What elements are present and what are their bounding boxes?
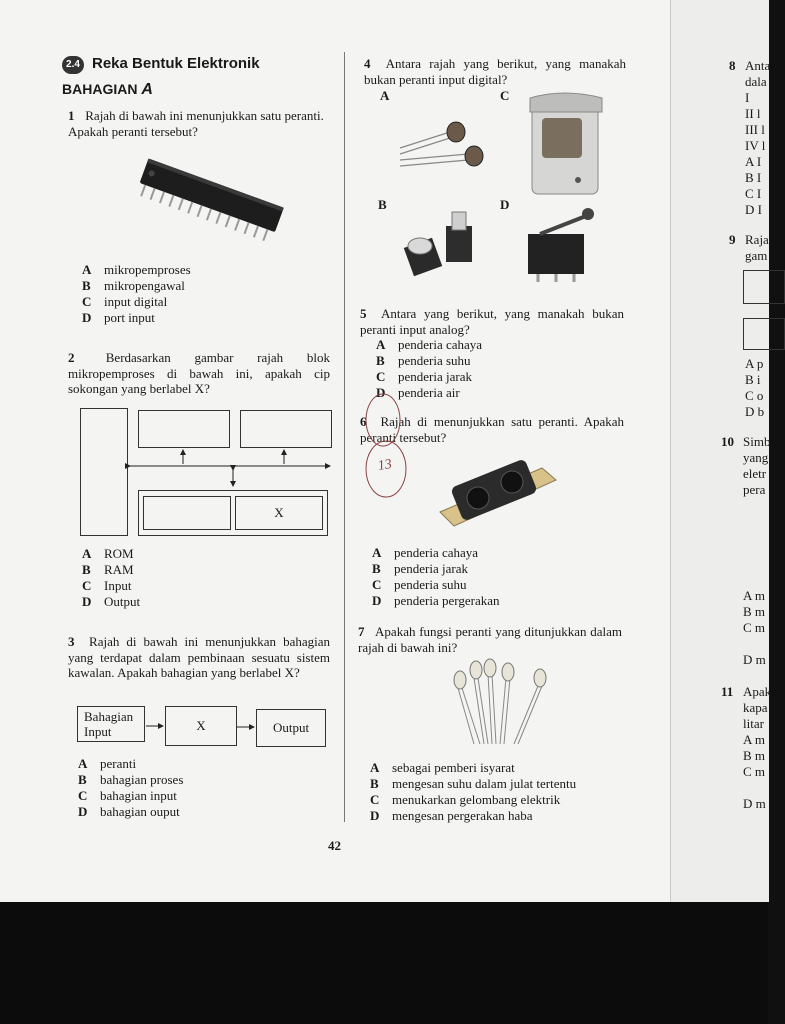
q4-label-c: C: [500, 88, 510, 103]
q1-option-b[interactable]: B mikropengawal: [82, 278, 185, 293]
q7-option-a[interactable]: A sebagai pemberi isyarat: [370, 760, 515, 775]
q4-label-d: D: [500, 197, 510, 212]
q1-option-c[interactable]: C input digital: [82, 294, 168, 309]
q2-option-d[interactable]: D Output: [82, 594, 141, 609]
q9-number: 9: [729, 232, 736, 247]
textbook-right-page: [670, 0, 772, 902]
q1-option-a[interactable]: A mikropemproses: [82, 262, 191, 277]
q9-box-2: [743, 318, 785, 350]
q7-option-c[interactable]: C menukarkan gelombang elektrik: [370, 792, 561, 807]
q11-options: A m B m C m D m: [743, 732, 766, 811]
question-2-text: Berdasarkan gambar rajah blok mikropemproses di bawah ini, apakah cip sokongan yang berlabel X?: [68, 350, 331, 396]
question-6: 6 Rajah di menunjukkan satu peranti. Apakah peranti tersebut?: [360, 414, 624, 445]
q3-option-b[interactable]: B bahagian proses: [78, 772, 184, 787]
q5-option-d[interactable]: D penderia air: [376, 385, 460, 400]
io-block-x: X: [235, 496, 323, 530]
q9-options: A p B i C o D b: [745, 356, 765, 419]
q5-option-c[interactable]: C penderia jarak: [376, 369, 472, 384]
q7-option-b[interactable]: B mengesan suhu dalam julat tertentu: [370, 776, 577, 791]
q8-fragments: Anta dala I II l III l IV l A I B I C I D I: [745, 58, 771, 217]
q6-option-c[interactable]: C penderia suhu: [372, 577, 467, 592]
question-3-text: Rajah di bawah ini menunjukkan bahagian yang terdapat dalam pembinaan sesuatu sistem kawalan. Apakah bahagian yang berlabel X?: [68, 634, 331, 680]
q3-option-a[interactable]: A peranti: [78, 756, 137, 771]
question-1-text: Rajah di bawah ini menunjukkan satu peranti. Apakah peranti tersebut?: [68, 108, 324, 139]
q9-box-1: [743, 270, 785, 304]
chapter-title: Reka Bentuk Elektronik: [92, 55, 260, 72]
q8-number: 8: [729, 58, 736, 73]
q3-option-d[interactable]: D bahagian ouput: [78, 804, 180, 819]
question-4: 4 Antara rajah yang berikut, yang manakah bukan peranti input digital?: [364, 56, 626, 87]
q6-option-d[interactable]: D penderia pergerakan: [372, 593, 500, 608]
output-block: Output: [256, 709, 326, 747]
question-6-text: Rajah di menunjukkan satu peranti. Apakah peranti tersebut?: [360, 414, 624, 445]
handwritten-score: 13: [376, 456, 394, 475]
q2-option-a[interactable]: A ROM: [82, 546, 134, 561]
scan-background-strip: [0, 902, 768, 1024]
q5-option-a[interactable]: A penderia cahaya: [376, 337, 483, 352]
q10-options: A m B m C m D m: [743, 588, 766, 667]
question-3: 3 Rajah di bawah ini menunjukkan bahagian yang terdapat dalam pembinaan sesuatu sistem kawalan. Apakah bahagian yang berlabel X?: [68, 634, 331, 680]
question-7-text: Apakah fungsi peranti yang ditunjukkan dalam rajah di bawah ini?: [358, 624, 622, 655]
process-block-x: X: [165, 706, 237, 746]
q4-label-a: A: [380, 88, 390, 103]
distance-sensor-image: [436, 446, 560, 530]
q6-options: [372, 545, 500, 609]
q1-option-d[interactable]: D port input: [82, 310, 155, 325]
question-7: 7 Apakah fungsi peranti yang ditunjukkan dalam rajah di bawah ini?: [358, 624, 622, 655]
section-heading: BAHAGIAN A: [62, 81, 153, 98]
chapter-badge: 2.4: [62, 56, 84, 74]
q10-number: 10: [721, 434, 734, 449]
question-5-text: Antara yang berikut, yang manakah bukan peranti input analog?: [360, 306, 624, 337]
question-4-text: Antara rajah yang berikut, yang manakah bukan peranti input digital?: [364, 56, 626, 87]
q11-number: 11: [721, 684, 734, 699]
q10-fragments: Simb yang eletr pera: [743, 434, 771, 497]
q2-option-b[interactable]: B RAM: [82, 562, 134, 577]
q7-options: [370, 760, 576, 824]
question-2: 2 Berdasarkan gambar rajah blok mikropemproses di bawah ini, apakah cip sokongan yang berlabel X?: [68, 350, 331, 396]
led-components-image: [444, 660, 554, 750]
q11-fragments: Apak kapa litar: [743, 684, 772, 731]
input-block: Bahagian Input: [77, 706, 145, 742]
q6-option-a[interactable]: A penderia cahaya: [372, 545, 479, 560]
q4-label-b: B: [378, 197, 387, 212]
question-5: 5 Antara yang berikut, yang manakah bukan peranti input analog?: [360, 306, 624, 337]
q3-option-c[interactable]: C bahagian input: [78, 788, 177, 803]
q7-option-d[interactable]: D mengesan pergerakan haba: [370, 808, 533, 823]
q9-fragments: Raja gam: [745, 232, 769, 263]
q5-option-b[interactable]: B penderia suhu: [376, 353, 471, 368]
q6-option-b[interactable]: B penderia jarak: [372, 561, 468, 576]
question-1: 1 Rajah di bawah ini menunjukkan satu peranti. Apakah peranti tersebut?: [68, 108, 324, 139]
page-number: 42: [328, 838, 341, 853]
q2-option-c[interactable]: C Input: [82, 578, 132, 593]
